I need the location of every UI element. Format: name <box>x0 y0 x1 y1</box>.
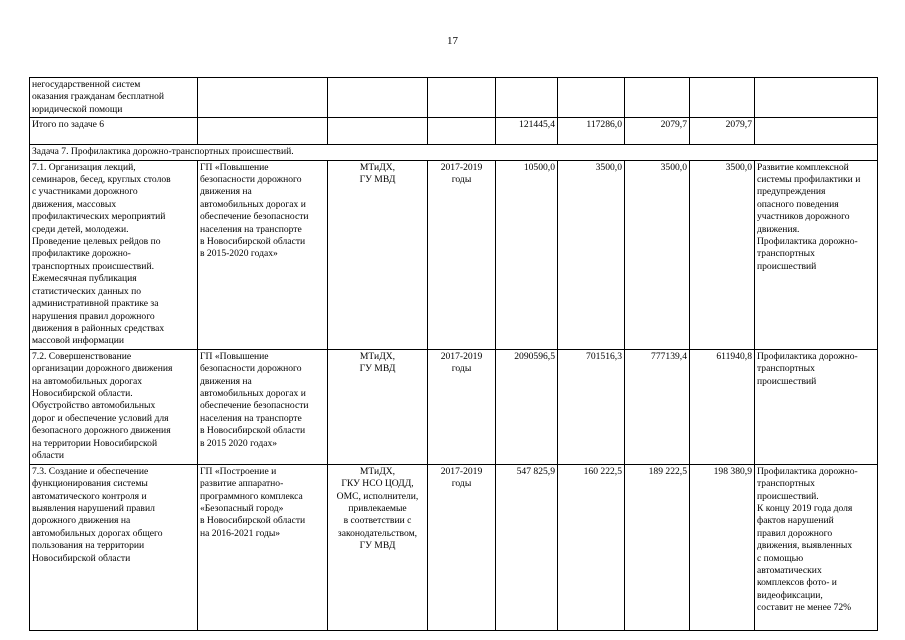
cell-year-2 <box>625 78 690 118</box>
cell-year-1: 3500,0 <box>558 160 625 349</box>
cell-program <box>198 78 328 118</box>
cell-activity: 7.2. Совершенствование организации дорожного движения на автомобильных дорогах Новосибирской области. Обустройство автомобильных дорог и обеспечение условий для безопасного дорожного движения на территории Новосибирской области <box>30 349 198 464</box>
cell-year-3: 198 380,9 <box>690 464 755 630</box>
cell-total <box>496 78 558 118</box>
cell-total: 547 825,9 <box>496 464 558 630</box>
cell-year-1: 701516,3 <box>558 349 625 464</box>
cell-period <box>428 118 496 145</box>
cell-program: ГП «Построение и развитие аппаратно- программного комплекса «Безопасный город» в Новосибирской области на 2016-2021 годы» <box>198 464 328 630</box>
table-row-total-task-6 <box>30 118 878 145</box>
table-row-7-3 <box>30 464 878 630</box>
cell-executor: МТиДХ, ГУ МВД <box>328 160 428 349</box>
cell-executor: МТиДХ, ГКУ НСО ЦОДД, ОМС, исполнители, привлекаемые в соответствии с законодательством, ГУ МВД <box>328 464 428 630</box>
cell-year-1: 160 222,5 <box>558 464 625 630</box>
cell-period: 2017-2019 годы <box>428 349 496 464</box>
cell-activity: негосударственной систем оказания гражданам бесплатной юридической помощи <box>30 78 198 118</box>
cell-result: Развитие комплексной системы профилактики и предупреждения опасного поведения участников дорожного движения. Профилактика дорожно- транспортных происшествий <box>755 160 878 349</box>
cell-program: ГП «Повышение безопасности дорожного движения на автомобильных дорогах и обеспечение безопасности населения на транспорте в Новосибирской области в 2015-2020 годах» <box>198 160 328 349</box>
cell-period: 2017-2019 годы <box>428 160 496 349</box>
table-row-7-2 <box>30 349 878 464</box>
cell-period <box>428 78 496 118</box>
cell-result: Профилактика дорожно- транспортных происшествий <box>755 349 878 464</box>
cell-year-2: 3500,0 <box>625 160 690 349</box>
cell-total: 2090596,5 <box>496 349 558 464</box>
cell-result <box>755 118 878 145</box>
cell-program: ГП «Повышение безопасности дорожного движения на автомобильных дорогах и обеспечение безопасности населения на транспорте в Новосибирской области в 2015 2020 годах» <box>198 349 328 464</box>
cell-total: 10500,0 <box>496 160 558 349</box>
cell-year-2: 189 222,5 <box>625 464 690 630</box>
cell-year-3 <box>690 78 755 118</box>
cell-year-3: 611940,8 <box>690 349 755 464</box>
cell-executor: МТиДХ, ГУ МВД <box>328 349 428 464</box>
cell-activity: 7.3. Создание и обеспечение функционирования системы автоматического контроля и выявления нарушений правил дорожного движения на автомобильных дорогах общего пользования на территории Новосибирской области <box>30 464 198 630</box>
cell-activity: Итого по задаче 6 <box>30 118 198 145</box>
table-row-task-7-heading <box>30 145 878 160</box>
cell-result <box>755 78 878 118</box>
table-row-legal-aid-continuation <box>30 78 878 118</box>
cell-result: Профилактика дорожно- транспортных происшествий. К концу 2019 года доля фактов нарушений правил дорожного движения, выявленных с помощью автоматических комплексов фото- и видеофиксации, составит не менее 72% <box>755 464 878 630</box>
table-row-7-1 <box>30 160 878 349</box>
cell-year-1: 117286,0 <box>558 118 625 145</box>
page-number: 17 <box>447 35 458 47</box>
cell-total: 121445,4 <box>496 118 558 145</box>
cell-period: 2017-2019 годы <box>428 464 496 630</box>
cell-year-3: 2079,7 <box>690 118 755 145</box>
task-heading: Задача 7. Профилактика дорожно-транспортных происшествий. <box>30 145 878 160</box>
cell-year-2: 777139,4 <box>625 349 690 464</box>
program-table <box>29 77 878 631</box>
cell-activity: 7.1. Организация лекций, семинаров, бесед, круглых столов с участниками дорожного движения, массовых профилактических мероприятий среди детей, молодежи. Проведение целевых рейдов по профилактике дорожно- транспортных происшествий. Ежемесячная публикация статистических данных по административной практике за нарушения правил дорожного движения в районных средствах массовой информации <box>30 160 198 349</box>
cell-program <box>198 118 328 145</box>
cell-executor <box>328 78 428 118</box>
cell-executor <box>328 118 428 145</box>
cell-year-2: 2079,7 <box>625 118 690 145</box>
cell-year-1 <box>558 78 625 118</box>
cell-year-3: 3500,0 <box>690 160 755 349</box>
